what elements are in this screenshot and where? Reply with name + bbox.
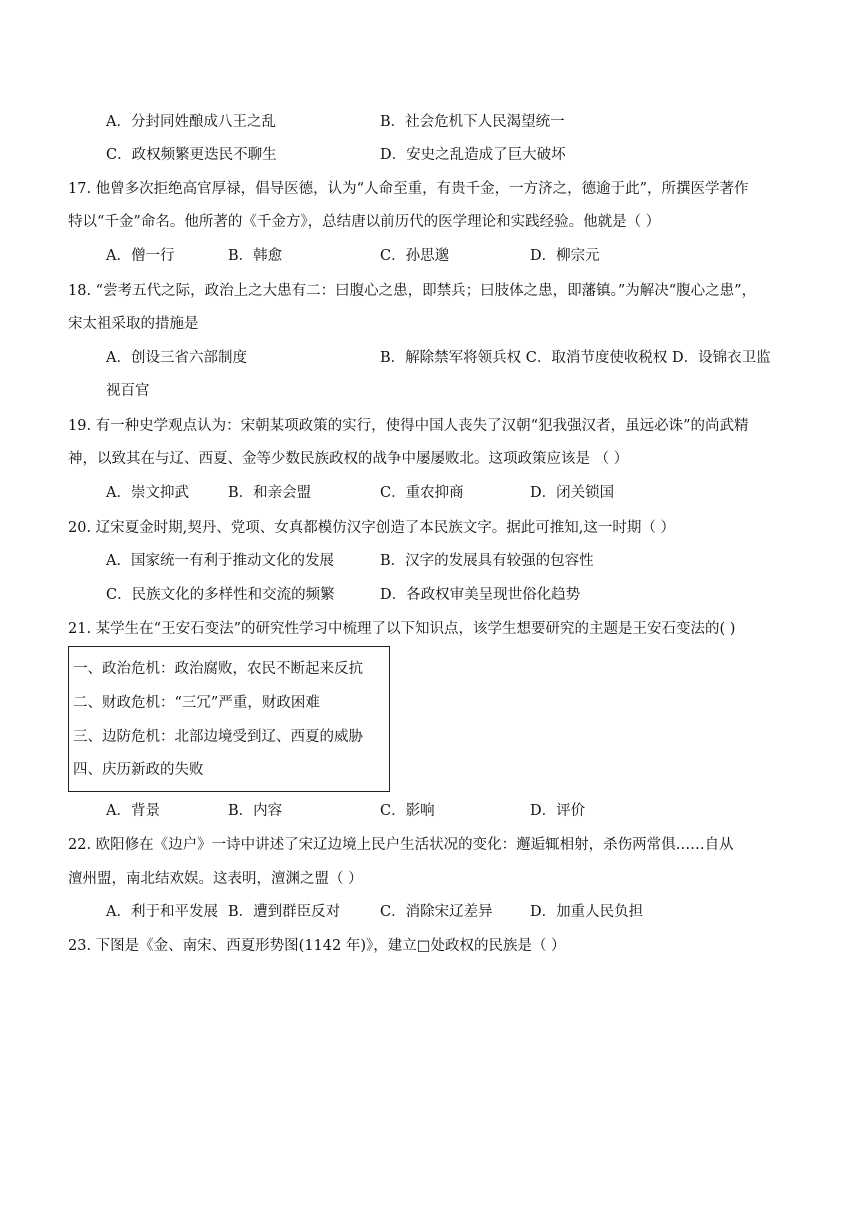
q19-stem-line1: 19. 有一种史学观点认为：宋朝某项政策的实行，使得中国人丧失了汉朝“犯我强汉者，虽远必诛”的尚武精 <box>68 418 749 434</box>
q17-option-a: A．僧一行 <box>106 248 175 264</box>
q21-option-c: C．影响 <box>380 803 435 819</box>
q16-option-c: C．政权频繁更迭民不聊生 <box>106 147 277 163</box>
q20-option-a: A．国家统一有利于推动文化的发展 <box>106 553 334 569</box>
q21-option-a: A．背景 <box>106 803 160 819</box>
q17-option-d: D．柳宗元 <box>530 248 600 264</box>
q22-option-c: C．消除宋辽差异 <box>380 904 493 920</box>
q21-option-d: D．评价 <box>530 803 586 819</box>
q22-option-b: B．遭到群臣反对 <box>228 904 341 920</box>
q22-stem-line2: 澶州盟，南北结欢娱。这表明，澶渊之盟（ ） <box>68 871 363 887</box>
q18-stem-line2: 宋太祖采取的措施是 <box>68 316 199 332</box>
q17-stem-line1: 17. 他曾多次拒绝高官厚禄，倡导医德，认为“人命至重，有贵千金，一方济之，德逾于此”，所撰医学著作 <box>68 181 749 197</box>
q20-stem: 20. 辽宋夏金时期,契丹、党项、女真都模仿汉字创造了本民族文字。据此可推知,这一时期（ ） <box>68 520 675 536</box>
q21-box-item-4: 四、庆历新政的失败 <box>73 762 204 778</box>
q22-stem-line1: 22. 欧阳修在《边户》一诗中讲述了宋辽边境上民户生活状况的变化：邂逅辄相射，杀伤两常俱……自从 <box>68 837 734 853</box>
q20-option-b: B．汉字的发展具有较强的包容性 <box>380 553 594 569</box>
q17-stem-line2: 特以“千金”命名。他所著的《千金方》，总结唐以前历代的医学理论和实践经验。他就是（ ） <box>68 214 661 230</box>
q18-stem-line1: 18. “尝考五代之际，政治上之大患有二：曰腹心之患，即禁兵；曰肢体之患，即藩镇。”为解决“腹心之患”， <box>68 283 757 299</box>
q19-option-a: A．崇文抑武 <box>106 485 189 501</box>
q21-box-item-3: 三、边防危机：北部边境受到辽、西夏的威胁 <box>73 729 363 745</box>
q21-option-b: B．内容 <box>228 803 283 819</box>
q20-option-c: C．民族文化的多样性和交流的频繁 <box>106 587 335 603</box>
q21-box-item-1: 一、政治危机：政治腐败，农民不断起来反抗 <box>73 661 363 677</box>
q20-option-d: D．各政权审美呈现世俗化趋势 <box>380 587 581 603</box>
q19-option-c: C．重农抑商 <box>380 485 464 501</box>
q21-box-item-2: 二、财政危机：“三冗”严重，财政困难 <box>73 695 320 711</box>
q21-knowledge-box <box>68 646 390 792</box>
q16-option-d: D．安史之乱造成了巨大破坏 <box>380 147 566 163</box>
q18-option-a: A．创设三省六部制度 <box>106 350 247 366</box>
q18-option-bcd: B．解除禁军将领兵权 C．取消节度使收税权 D．设锦衣卫监 <box>380 350 771 366</box>
q21-stem: 21. 某学生在“王安石变法”的研究性学习中梳理了以下知识点，该学生想要研究的主题是王安石变法的( ) <box>68 621 736 637</box>
q18-option-d-continued: 视百官 <box>106 383 150 399</box>
q22-option-d: D．加重人民负担 <box>530 904 644 920</box>
q19-option-d: D．闭关锁国 <box>530 485 615 501</box>
q16-option-b: B．社会危机下人民渴望统一 <box>380 114 565 130</box>
q17-option-c: C．孙思邈 <box>380 248 450 264</box>
q16-option-a: A．分封同姓酿成八王之乱 <box>106 114 276 130</box>
q23-stem: 23. 下图是《金、南宋、西夏形势图(1142 年)》，建立□处政权的民族是（ ） <box>68 938 566 954</box>
q22-option-a: A．利于和平发展 <box>106 904 218 920</box>
q19-stem-line2: 神，以致其在与辽、西夏、金等少数民族政权的战争中屡屡败北。这项政策应该是 （ ） <box>68 451 629 467</box>
q19-option-b: B．和亲会盟 <box>228 485 312 501</box>
q17-option-b: B．韩愈 <box>228 248 283 264</box>
